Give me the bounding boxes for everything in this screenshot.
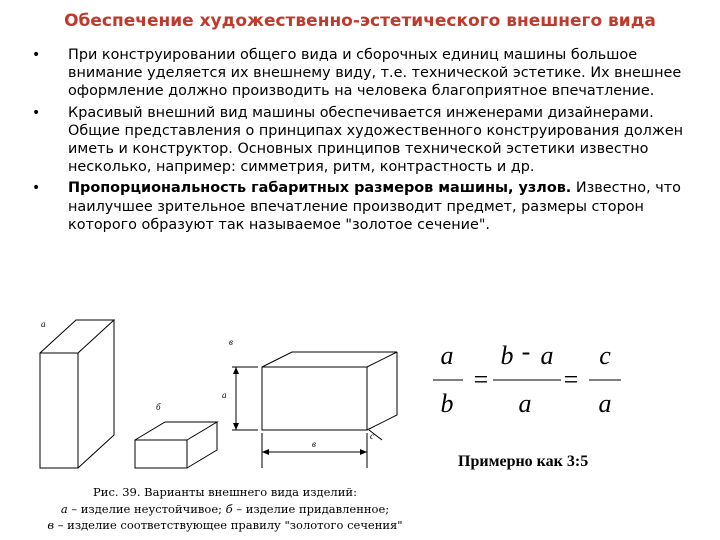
- bullet-text: Красивый внешний вид машины обеспечивается инженерами дизайнерами. Общие представления о принципах художественного конструирования должен иметь и конструктор. Основных принципов технической эстетики известно несколько, например: симметрия, ритм, контрастность и др.: [68, 104, 684, 176]
- f2-numerator-b: b: [500, 341, 514, 370]
- bullet-item: [32, 104, 692, 177]
- box-c-side: [367, 352, 397, 430]
- bullet-item: [32, 179, 692, 234]
- box-b-front: [135, 440, 187, 468]
- f2-denominator: a: [518, 389, 532, 418]
- bullet-list: [32, 46, 692, 237]
- box-a-top: [40, 320, 114, 353]
- bullet-text: При конструировании общего вида и сборочных единиц машины большое внимание уделяется их внешнему виду, т.е. технической эстетике. Их внешнее оформление должно производить на человека благоприятное впечатление.: [68, 47, 682, 100]
- label-b: б: [156, 402, 161, 412]
- caption-line-3: [0, 517, 450, 534]
- f1-numerator: a: [440, 341, 454, 370]
- figure-drawing: [0, 300, 450, 485]
- box-a-front: [40, 353, 78, 468]
- caption-letter-a: а: [60, 501, 68, 516]
- f2-minus: -: [521, 337, 531, 366]
- equals-1: =: [473, 365, 489, 394]
- caption-line-1: Рис. 39. Варианты внешнего вида изделий:: [93, 485, 357, 499]
- golden-ratio-formula: [425, 330, 635, 420]
- figure-caption: [0, 484, 450, 534]
- f3-numerator: c: [599, 341, 611, 370]
- caption-text-b: – изделие придавленное;: [232, 501, 390, 516]
- bullet-dot: •: [32, 47, 41, 63]
- box-b-top: [135, 422, 217, 440]
- caption-line-2: [0, 501, 450, 518]
- box-c-top: [262, 352, 397, 367]
- bullet-bold-text: Пропорциональность габаритных размеров машины, узлов.: [68, 180, 572, 197]
- label-v-dim: в: [312, 439, 316, 449]
- caption-text-v: – изделие соответствующее правилу "золотого сечения": [54, 518, 403, 532]
- box-c-front: [262, 367, 367, 430]
- label-v-top: в: [229, 337, 233, 347]
- caption-text-a: – изделие неустойчивое;: [67, 501, 226, 516]
- f3-denominator: a: [598, 389, 612, 418]
- bullet-dot: •: [32, 104, 41, 121]
- label-a: а: [41, 319, 46, 329]
- label-a-dim: а: [222, 390, 227, 400]
- box-a-side: [78, 320, 114, 468]
- bullet-text: Известно, что наилучшее зрительное впечатление производит предмет, размеры сторон которого образуют так называемое "золотое сечение".: [68, 180, 681, 233]
- caption-letter-b: б: [225, 501, 233, 516]
- f2-numerator-a: a: [540, 341, 554, 370]
- bullet-dot: •: [32, 180, 41, 197]
- box-b-side: [187, 422, 217, 468]
- bullet-item: [32, 46, 692, 101]
- approx-ratio-label: Примерно как 3:5: [458, 453, 589, 470]
- caption-letter-v: в: [47, 518, 55, 532]
- equals-2: =: [563, 365, 579, 394]
- f1-denominator: b: [440, 389, 454, 418]
- page-title: Обеспечение художественно-эстетического внешнего вида: [64, 11, 656, 31]
- label-c: с: [370, 431, 374, 441]
